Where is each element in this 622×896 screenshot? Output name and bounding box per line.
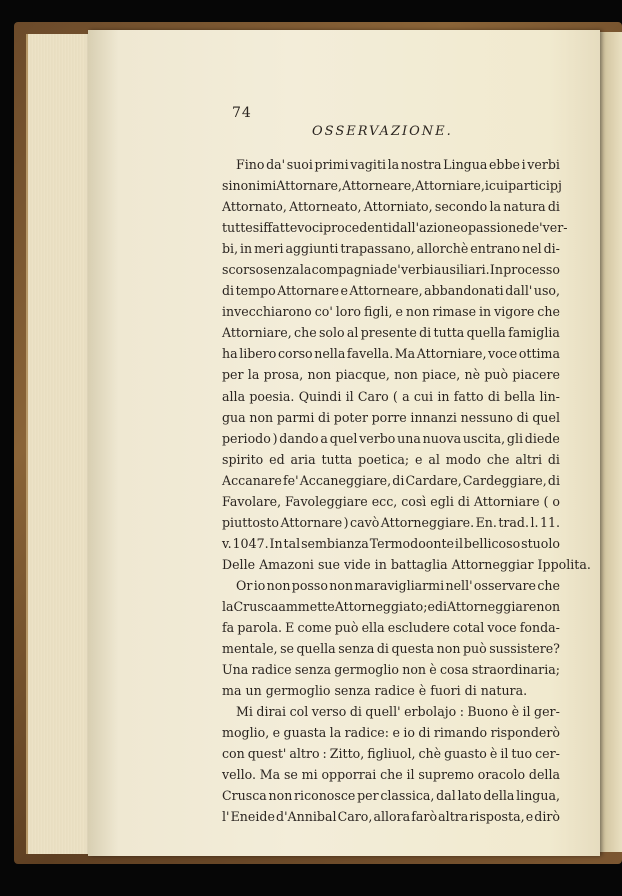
text-line: gua non parmi di poter porre innanzi nessuno di quel xyxy=(222,409,560,425)
page-heading: OSSERVAZIONE. xyxy=(312,124,453,139)
text-line: ha libero corso nella favella. Ma Attorniare, voce ottima xyxy=(222,346,560,362)
text-line: invecchiarono co' loro figli, e non rimase in vigore che xyxy=(222,304,560,320)
facing-page-edge xyxy=(600,32,622,852)
text-line: moglio, e guasta la radice: e io di rimando risponderò xyxy=(222,725,560,741)
text-line: spirito ed aria tutta poetica; e al modo che altri di xyxy=(222,451,560,467)
text-line: periodo ) dando a quel verbo una nuova uscita, gli diede xyxy=(222,430,560,446)
text-line: Fino da' suoi primi vagiti la nostra Lingua ebbe i verbi xyxy=(236,157,560,172)
text-line: bi, in meri aggiunti trapassano, allorchè entrano nel di- xyxy=(222,241,560,257)
text-line: fa parola. E come può ella escludere cotal voce fonda- xyxy=(222,620,560,636)
text-line: l' Eneide d'Annibal Caro, allora farò altra risposta, e dirò xyxy=(222,809,560,825)
text-line: Attorniare, che solo al presente di tutta quella famiglia xyxy=(222,325,560,341)
page-edges xyxy=(26,34,92,854)
text-line: piuttosto Attornare ) cavò Attorneggiare. En. trad. l. 11. xyxy=(222,514,560,530)
text-line: Favolare, Favoleggiare ecc, così egli di Attorniare ( o xyxy=(222,493,560,509)
text-line: Una radice senza germoglio non è cosa straordinaria; xyxy=(222,662,560,678)
text-line: alla poesia. Quindi il Caro ( a cui in fatto di bella lin- xyxy=(222,388,560,404)
text-line: Mi dirai col verso di quell' erbolajo : Buono è il ger- xyxy=(236,704,560,720)
text-line: v. 1047. In tal sembianza Termodoonte il bellicoso stuolo xyxy=(222,535,560,551)
text-line: Crusca non riconosce per classica, dal lato della lingua, xyxy=(222,788,560,804)
text-line: Attornato, Attorneato, Attorniato, secondo la natura di xyxy=(222,199,560,215)
text-line: vello. Ma se mi opporrai che il supremo oracolo della xyxy=(222,767,560,783)
text-line: scorso senza la compagnia de' verbi ausiliari. In processo xyxy=(222,262,560,278)
page-number: 74 xyxy=(232,105,252,121)
text-line: Or io non posso non maravigliarmi nell' osservare che xyxy=(236,577,560,593)
text-line: mentale, se quella senza di questa non può sussistere? xyxy=(222,641,560,657)
text-line: la Crusca ammette Attorneggiato; e di Attorneggiare non xyxy=(222,598,561,614)
body-text xyxy=(222,154,591,828)
text-line: Accanare fe' Accaneggiare, di Cardare, Cardeggiare, di xyxy=(222,472,560,488)
text-line: tutte siffatte voci procedenti dall' azione o passione de' ver- xyxy=(222,220,568,236)
text-line: di tempo Attornare e Attorneare, abbandonati dall' uso, xyxy=(222,283,560,299)
text-line: ma un germoglio senza radice è fuori di natura. xyxy=(222,683,528,699)
text-line: con quest' altro : Zitto, figliuol, chè guasto è il tuo cer- xyxy=(222,746,560,762)
text-line: Delle Amazoni sue vide in battaglia Attorneggiar Ippolita. xyxy=(222,556,591,572)
text-line: per la prosa, non piacque, non piace, nè può piacere xyxy=(222,367,560,383)
text-line: sinonimi Attornare, Attorneare, Attorniare, i cui participj xyxy=(222,178,562,194)
